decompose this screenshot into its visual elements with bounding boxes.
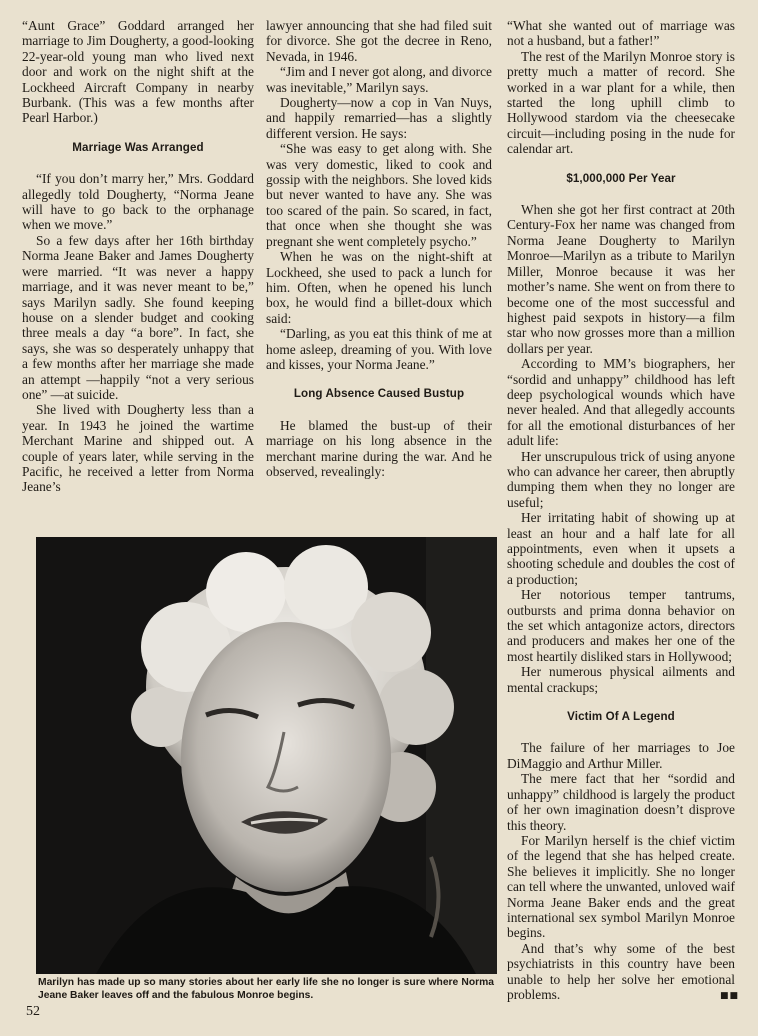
paragraph: “What she wanted out of marriage was not a husband, but a father!” — [507, 18, 735, 49]
section-heading: Victim Of A Legend — [567, 710, 675, 724]
paragraph: When she got her first contract at 20th Century-Fox her name was changed from Norma Jeane Dougherty to Marilyn Monroe—Marilyn as a tribute to Marilyn Miller, Monroe because it was her mother’s name. She went on from there to become one of the most successful and highest paid sexpots in history—a film star who now grosses more than a million dollars per year. — [507, 202, 735, 356]
paragraph: “She was easy to get along with. She was very domestic, liked to cook and gossip with the neighbors. She loved kids but never wanted to have any. She was too scared of the pain. So scared, in fact, that once when she thought she was pregnant she went completely psycho.” — [266, 141, 492, 249]
portrait-photo — [36, 537, 497, 974]
paragraph: Her irritating habit of showing up at least an hour and a half late for all appointments, even when it upsets a shooting schedule and doubles the cost of a production; — [507, 510, 735, 587]
column-2 — [266, 18, 492, 479]
paragraph: And that’s why some of the best psychiatrists in this country have been unable to help her solve her emotional problems. — [507, 940, 735, 1002]
paragraph: She lived with Dougherty less than a year. In 1943 he joined the wartime Merchant Marine and shipped out. A couple of years later, while serving in the Pacific, he received a letter from Norma Jeane’s — [22, 402, 254, 495]
page-number: 52 — [26, 1004, 40, 1019]
paragraph: So a few days after her 16th birthday Norma Jeane Baker and James Dougherty were married. “It was never a happy marriage, and it was never meant to be,” says Marilyn sadly. She found keeping house on a slender budget and cooking three meals a day “a bore”. In fact, she says, she was so desperately unhappy that a few months after her marriage she made an attempt —happily “not a very serious one” —at suicide. — [22, 232, 254, 402]
column-3 — [507, 18, 735, 1002]
section-heading: Long Absence Caused Bustup — [293, 387, 465, 401]
section-heading: Marriage Was Arranged — [72, 140, 204, 154]
paragraph: When he was on the night-shift at Lockheed, she used to pack a lunch for him. Often, when he opened his lunch box, he would find a billet-doux which said: — [266, 249, 492, 326]
paragraph: lawyer announcing that she had filed suit for divorce. She got the decree in Reno, Nevada, in 1946. — [266, 18, 492, 64]
section-heading: $1,000,000 Per Year — [566, 171, 676, 185]
end-mark: ■■ — [720, 991, 740, 1001]
paragraph: According to MM’s biographers, her “sordid and unhappy” childhood has left deep psychological wounds which have never healed. And that allegedly accounts for all the emotional disturbances of her adult life: — [507, 356, 735, 449]
portrait-illustration — [36, 537, 497, 974]
column-1 — [22, 18, 254, 495]
paragraph: Her unscrupulous trick of using anyone who can advance her career, then abruptly dumping them when they no longer are useful; — [507, 448, 735, 510]
paragraph: The mere fact that her “sordid and unhappy” childhood is largely the product of her own imagination doesn’t disprove this theory. — [507, 771, 735, 833]
photo-caption: Marilyn has made up so many stories about her early life she no longer is sure where Norma Jeane Baker leaves off and the fabulous Monroe begins. — [38, 977, 494, 1001]
paragraph: For Marilyn herself is the chief victim of the legend that she has helped create. She believes it implicitly. She no longer can tell where the unwanted, unloved waif Norma Jeane Baker ends and the great international sex symbol Marilyn Monroe begins. — [507, 832, 735, 941]
paragraph: He blamed the bust-up of their marriage on his long absence in the merchant marine during the war. And he observed, revealingly: — [266, 417, 492, 479]
paragraph: Dougherty—now a cop in Van Nuys, and happily remarried—has a slightly different version. He says: — [266, 95, 492, 141]
paragraph: “Darling, as you eat this think of me at home asleep, dreaming of you. With love and kisses, your Norma Jeane.” — [266, 326, 492, 372]
paragraph: “Aunt Grace” Goddard arranged her marriage to Jim Dougherty, a good-looking 22-year-old young man who lived next door and work on the night shift at the Lockheed Aircraft Company in nearby Burbank. (This was a few months after Pearl Harbor.) — [22, 18, 254, 126]
paragraph: “If you don’t marry her,” Mrs. Goddard allegedly told Dougherty, “Norma Jeane will have to go back to the orphanage when we move.” — [22, 171, 254, 233]
paragraph: Her numerous physical ailments and mental crackups; — [507, 664, 735, 695]
paragraph: “Jim and I never got along, and divorce was inevitable,” Marilyn says. — [266, 64, 492, 95]
paragraph: Her notorious temper tantrums, outbursts and prima donna behavior on the set which antagonize actors, directors and producers and makes her one of the most heartily disliked stars in Hollywood; — [507, 587, 735, 664]
paragraph: The failure of her marriages to Joe DiMaggio and Arthur Miller. — [507, 740, 735, 771]
paragraph: The rest of the Marilyn Monroe story is pretty much a matter of record. She worked in a war plant for a while, then started the long uphill climb to Hollywood stardom via the cheesecake circuit—including posing in the nude for calendar art. — [507, 48, 735, 157]
